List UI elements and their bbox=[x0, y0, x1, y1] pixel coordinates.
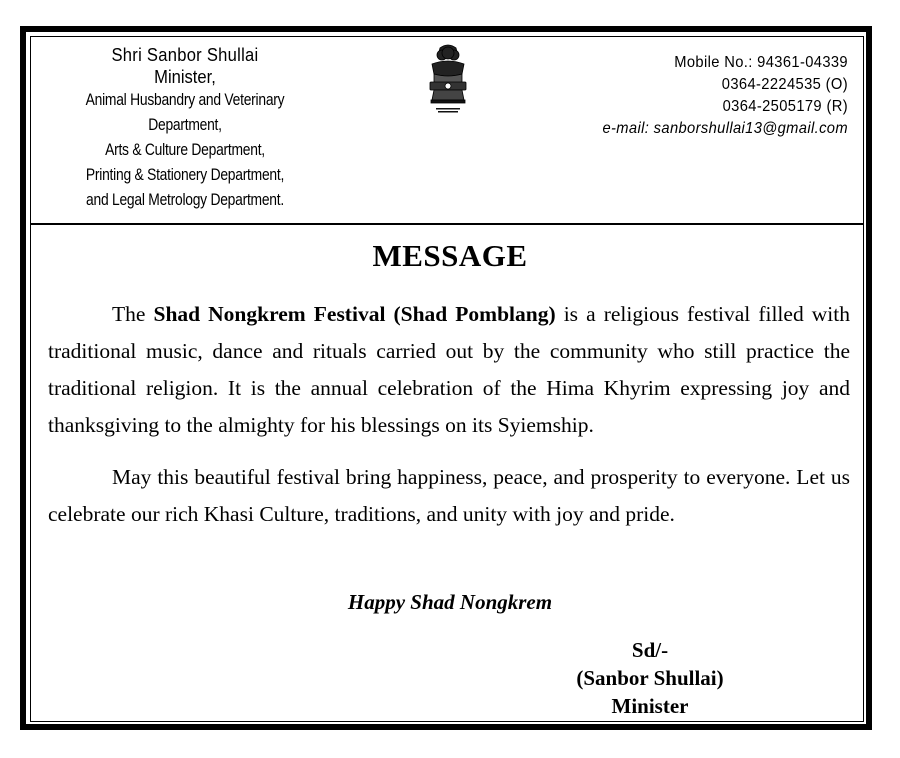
minister-name: Shri Sanbor Shullai bbox=[111, 45, 259, 65]
department-line: and Legal Metrology Department. bbox=[86, 191, 284, 209]
email-address: e-mail: sanborshullai13@gmail.com bbox=[602, 120, 848, 137]
department-line: Animal Husbandry and Veterinary bbox=[85, 91, 285, 109]
p1-rest: is a religious festival filled with traditional music, dance and rituals carried out by the community who still practice the traditional religion. It is the annual celebration of the Hima Khyrim expressing joy and thanksgiving to the almighty for his blessings on its Syiemship. bbox=[48, 302, 850, 437]
message-title: MESSAGE bbox=[372, 238, 528, 273]
national-emblem-icon bbox=[418, 42, 478, 122]
minister-role: Minister, bbox=[154, 67, 216, 87]
header-divider bbox=[30, 223, 864, 225]
signature-name: (Sanbor Shullai) bbox=[576, 666, 724, 690]
signature-title: Minister bbox=[611, 694, 689, 718]
mobile-number: Mobile No.: 94361-04339 bbox=[674, 54, 848, 71]
p2-text: May this beautiful festival bring happiness, peace, and prosperity to everyone. Let us celebrate our rich Khasi Culture, traditions, and unity with joy and pride. bbox=[48, 465, 850, 526]
residence-phone: 0364-2505179 (R) bbox=[722, 98, 848, 115]
contact-details bbox=[518, 52, 848, 140]
p1-prefix: The bbox=[112, 302, 154, 326]
signature-block bbox=[540, 636, 760, 720]
department-line: Printing & Stationery Department, bbox=[85, 166, 285, 184]
message-paragraph-1 bbox=[48, 296, 850, 444]
message-paragraph-2 bbox=[48, 459, 850, 533]
minister-details bbox=[40, 44, 330, 213]
festival-name: Shad Nongkrem Festival (Shad Pomblang) bbox=[153, 302, 556, 326]
office-phone: 0364-2224535 (O) bbox=[721, 76, 848, 93]
department-line: Department, bbox=[148, 116, 222, 134]
signature-sd: Sd/- bbox=[631, 638, 669, 662]
department-line: Arts & Culture Department, bbox=[105, 141, 265, 159]
greeting: Happy Shad Nongkrem bbox=[347, 590, 553, 614]
